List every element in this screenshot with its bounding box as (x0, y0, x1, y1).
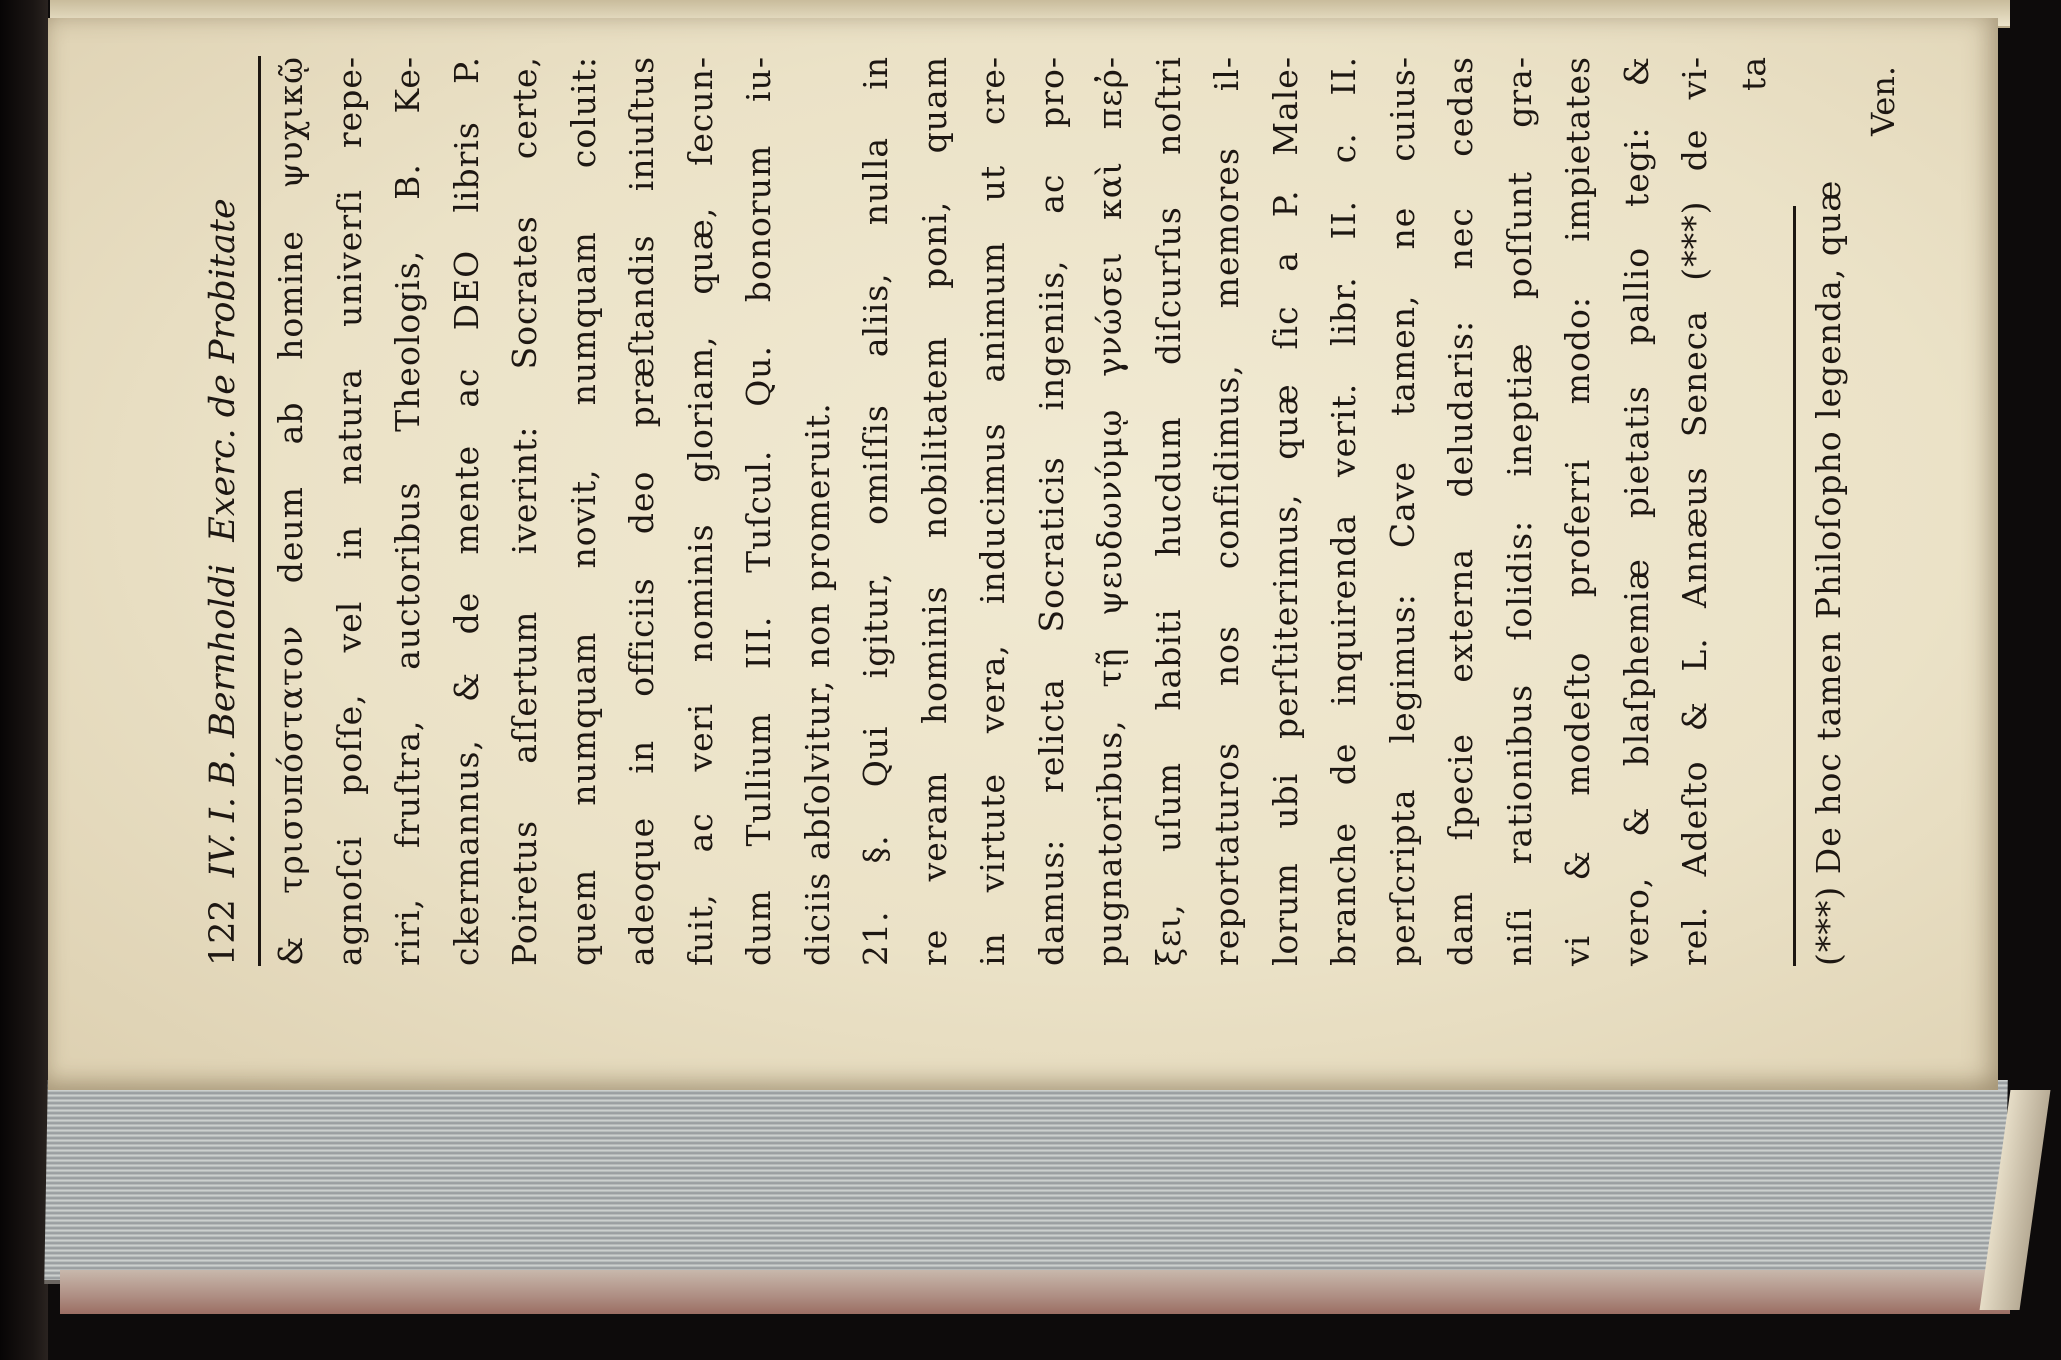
footnote: (***) De hoc tamen Philoſopho legenda, quæ (1809, 179, 1848, 966)
text-line: riri, fruſtra, auctoribus Theologis, B. Ke- (388, 56, 427, 966)
footnote-rule (1793, 206, 1796, 966)
text-line: niſi rationibus ſolidis: ineptiæ poſſunt gra- (1499, 56, 1539, 966)
text-line: vero, & blaſphemiæ pietatis pallio tegi: & (1616, 56, 1656, 966)
text-line: pugnatoribus, τῇ ψευδωνύμῳ γνώσει καὶ πεῤ- (1090, 56, 1129, 966)
catchword: Ven. (1864, 66, 1902, 136)
text-line: reportaturos nos confidimus, memores il- (1207, 56, 1246, 966)
text-line: damus: relicta Socraticis ingeniis, ac pro- (1031, 56, 1071, 966)
text-line: adeoque in officiis deo præſtandis iniuſtus (622, 56, 661, 966)
text-line: ξει, uſum habiti hucdum diſcurſus noſtri (1148, 56, 1188, 966)
text-line: agnoſci poſſe, vel in natura univerſi repe- (329, 56, 369, 966)
section-line: 21. §. Qui igitur, omiſſis aliis, nulla in (856, 56, 895, 966)
page-block-edge (44, 1080, 2008, 1284)
text-line: quem numquam novit, numquam coluit: (563, 56, 603, 966)
running-head-prefix: IV. I. B. Bernholdi (202, 563, 243, 878)
text-line: diciis abſolvitur, non promeruit. (797, 402, 837, 966)
running-head (198, 56, 252, 966)
text-line: branche de inquirenda verit. libr. II. c. II. (1324, 56, 1363, 966)
text-line: lorum ubi perſtiterimus, quæ ſic a P. Male- (1265, 56, 1305, 966)
text-line: ckermannus, & de mente ac DEO libris P. (446, 56, 486, 966)
text-line: Poiretus aſſertum iverint: Socrates certe, (505, 56, 544, 966)
text-line: dam ſpecie externa deludaris: nec cedas (1441, 56, 1480, 966)
text-line: rel. Adeſto & L. Annæus Seneca (***) de vi- (1675, 56, 1714, 966)
running-head-title: Exerc. de Probitate (202, 198, 243, 542)
text-line: vi & modeſto proferri modo: impietates (1558, 56, 1597, 966)
text-line: & τρισυπόστατον deum ab homine ψυχικῷ (271, 56, 310, 966)
book-cover-edge (60, 1270, 2010, 1314)
text-line: re veram hominis nobilitatem poni, quam (914, 56, 954, 966)
page-text-block (198, 56, 1908, 966)
text-line: in virtute vera, inducimus animum ut cre- (973, 56, 1012, 966)
text-line: fuit, ac veri nominis gloriam, quæ, ſecun- (680, 56, 720, 966)
text-line: perſcripta legimus: Cave tamen, ne cuius- (1382, 56, 1422, 966)
header-rule (258, 56, 261, 966)
body-text (262, 56, 1783, 966)
book-spine (0, 0, 48, 1360)
catchword-line: ta (1733, 56, 1773, 91)
text-line: dum Tullium III. Tuſcul. Qu. bonorum iu- (739, 56, 778, 966)
book-page (48, 18, 1998, 1090)
page-number: 122 (202, 899, 243, 966)
